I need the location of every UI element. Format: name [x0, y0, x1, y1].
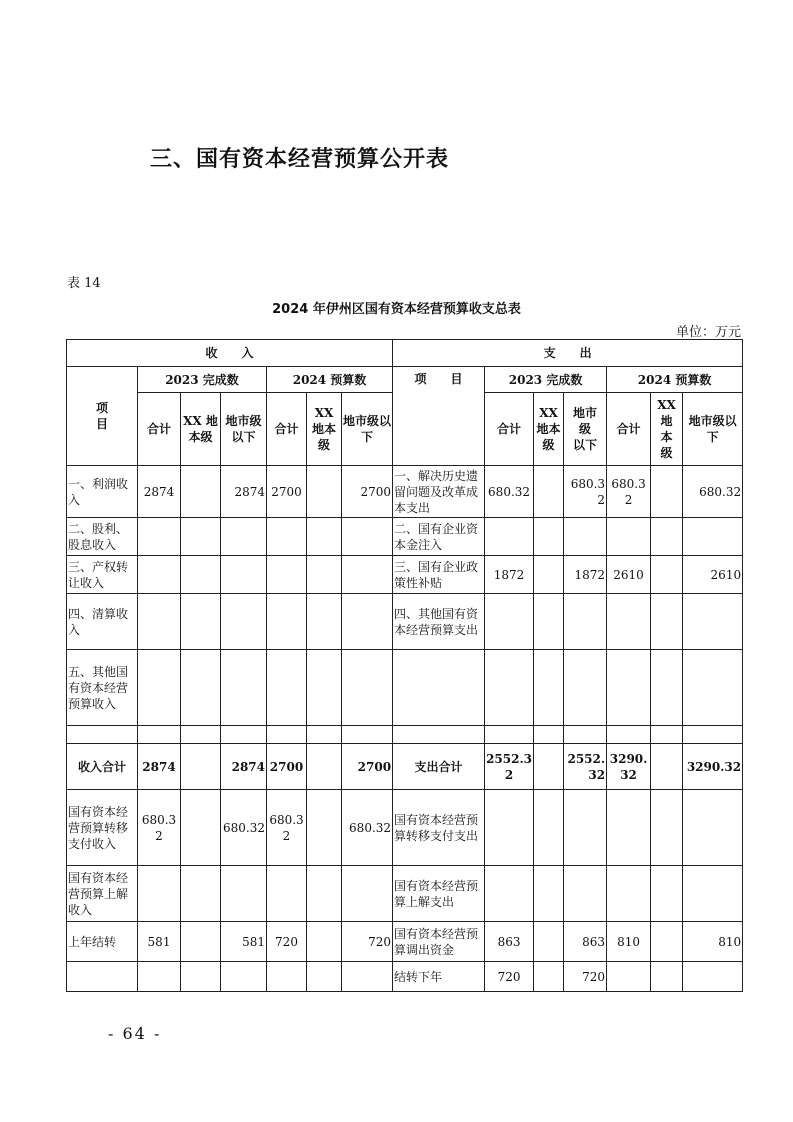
- income-item-cell: 五、其他国有资本经营预算收入: [67, 650, 138, 726]
- income-value-cell: 680.32: [267, 790, 307, 866]
- income-value-cell: [181, 962, 221, 992]
- income-value-cell: [267, 962, 307, 992]
- table-row: [67, 594, 743, 650]
- expense-value-cell: [534, 518, 564, 556]
- income-value-cell: [307, 594, 342, 650]
- income-value-cell: [181, 726, 221, 744]
- expense-value-cell: 1872: [485, 556, 534, 594]
- table-row: [67, 866, 743, 922]
- income-value-cell: [307, 922, 342, 962]
- income-item-cell: 三、产权转让收入: [67, 556, 138, 594]
- expense-item-cell: 三、国有企业政策性补贴: [393, 556, 485, 594]
- income-item-cell: [67, 962, 138, 992]
- table-row: [67, 962, 743, 992]
- income-value-cell: 720: [342, 922, 393, 962]
- expense-value-cell: [607, 594, 651, 650]
- income-value-cell: [138, 866, 181, 922]
- expense-value-cell: 680.32: [683, 466, 743, 518]
- income-value-cell: [221, 962, 267, 992]
- expense-item-cell: 国有资本经营预算上解支出: [393, 866, 485, 922]
- income-value-cell: 720: [267, 922, 307, 962]
- income-value-cell: [267, 650, 307, 726]
- income-value-cell: [181, 922, 221, 962]
- income-2024-header: 2024 预算数: [267, 367, 393, 393]
- income-value-cell: [181, 594, 221, 650]
- income-value-cell: [138, 518, 181, 556]
- income-value-cell: [267, 866, 307, 922]
- expense-item-cell: 一、解决历史遗留问题及改革成本支出: [393, 466, 485, 518]
- table-row: [67, 726, 743, 744]
- expense-value-cell: 2610: [683, 556, 743, 594]
- expense-value-cell: [564, 594, 607, 650]
- income-value-cell: [307, 744, 342, 790]
- expense-value-cell: [683, 790, 743, 866]
- income-2024-xx-header: XX 地本 级: [307, 393, 342, 466]
- income-value-cell: 581: [221, 922, 267, 962]
- unit-label: 单位：万元: [675, 325, 741, 340]
- expense-2023-city-header: 地市 级 以下: [564, 393, 607, 466]
- income-value-cell: 2874: [138, 744, 181, 790]
- expense-value-cell: 810: [607, 922, 651, 962]
- expense-value-cell: 720: [485, 962, 534, 992]
- income-value-cell: [267, 518, 307, 556]
- expense-value-cell: [485, 790, 534, 866]
- income-item-cell: 一、利润收入: [67, 466, 138, 518]
- income-value-cell: [342, 556, 393, 594]
- income-value-cell: [307, 962, 342, 992]
- income-item-cell: 国有资本经营预算转移支付收入: [67, 790, 138, 866]
- income-2023-header: 2023 完成数: [138, 367, 267, 393]
- expense-value-cell: [607, 650, 651, 726]
- income-value-cell: [138, 594, 181, 650]
- table-row: [67, 650, 743, 726]
- income-value-cell: [342, 518, 393, 556]
- expense-value-cell: [564, 790, 607, 866]
- income-value-cell: [342, 726, 393, 744]
- table-row: [67, 790, 743, 866]
- table-row: [67, 466, 743, 518]
- expense-2023-total-header: 合计: [485, 393, 534, 466]
- income-value-cell: [342, 962, 393, 992]
- income-2023-total-header: 合计: [138, 393, 181, 466]
- expense-value-cell: [683, 594, 743, 650]
- expense-value-cell: [683, 866, 743, 922]
- expense-value-cell: [534, 556, 564, 594]
- income-item-cell: 二、股利、股息收入: [67, 518, 138, 556]
- income-value-cell: 2700: [267, 744, 307, 790]
- expense-2024-header: 2024 预算数: [607, 367, 743, 393]
- income-item-cell: [67, 726, 138, 744]
- income-value-cell: 680.32: [138, 790, 181, 866]
- expense-value-cell: [651, 518, 683, 556]
- income-value-cell: [181, 650, 221, 726]
- expense-value-cell: 720: [564, 962, 607, 992]
- expense-value-cell: [651, 922, 683, 962]
- expense-value-cell: [564, 866, 607, 922]
- income-value-cell: 2700: [342, 466, 393, 518]
- expense-2024-xx-header: XX 地 本 级: [651, 393, 683, 466]
- table-row: [67, 922, 743, 962]
- income-2024-city-header: 地市级以下: [342, 393, 393, 466]
- totals-row: [67, 744, 743, 790]
- expense-value-cell: 680.32: [607, 466, 651, 518]
- income-value-cell: [307, 556, 342, 594]
- income-value-cell: 2700: [267, 466, 307, 518]
- income-item-cell: 国有资本经营预算上解收入: [67, 866, 138, 922]
- expense-item-cell: 支出合计: [393, 744, 485, 790]
- expense-2023-xx-header: XX 地本 级: [534, 393, 564, 466]
- expense-2024-total-header: 合计: [607, 393, 651, 466]
- income-value-cell: [181, 790, 221, 866]
- expense-value-cell: 863: [485, 922, 534, 962]
- expense-value-cell: [683, 726, 743, 744]
- expense-value-cell: [651, 744, 683, 790]
- income-value-cell: 2874: [221, 744, 267, 790]
- income-value-cell: [267, 556, 307, 594]
- income-item-cell: 四、清算收入: [67, 594, 138, 650]
- income-value-cell: [221, 594, 267, 650]
- income-value-cell: [181, 866, 221, 922]
- expense-value-cell: [683, 962, 743, 992]
- expense-value-cell: 3290.32: [607, 744, 651, 790]
- income-item-cell: 上年结转: [67, 922, 138, 962]
- expense-value-cell: [485, 518, 534, 556]
- income-value-cell: 2874: [138, 466, 181, 518]
- expense-value-cell: [564, 650, 607, 726]
- expense-value-cell: [534, 726, 564, 744]
- income-item-cell: 收入合计: [67, 744, 138, 790]
- income-value-cell: [221, 650, 267, 726]
- expense-value-cell: [485, 866, 534, 922]
- income-value-cell: [307, 650, 342, 726]
- income-value-cell: [342, 866, 393, 922]
- expense-2023-header: 2023 完成数: [485, 367, 607, 393]
- expense-value-cell: 810: [683, 922, 743, 962]
- income-value-cell: [342, 650, 393, 726]
- income-2023-xx-header: XX 地本级: [181, 393, 221, 466]
- expense-value-cell: 680.32: [564, 466, 607, 518]
- expense-value-cell: [683, 518, 743, 556]
- income-value-cell: [138, 556, 181, 594]
- expense-value-cell: [534, 790, 564, 866]
- expense-item-cell: 国有资本经营预算调出资金: [393, 922, 485, 962]
- expense-item-cell: [393, 650, 485, 726]
- income-value-cell: 2874: [221, 466, 267, 518]
- income-value-cell: [138, 962, 181, 992]
- table-number: 表 14: [67, 276, 101, 291]
- expense-item-cell: 四、其他国有资本经营预算支出: [393, 594, 485, 650]
- income-value-cell: [342, 594, 393, 650]
- income-item-header: 项 目: [67, 367, 138, 466]
- table-row: [67, 518, 743, 556]
- table-row: [67, 556, 743, 594]
- expense-2024-city-header: 地市级以下: [683, 393, 743, 466]
- expense-value-cell: [534, 594, 564, 650]
- income-value-cell: [181, 744, 221, 790]
- expense-value-cell: [651, 962, 683, 992]
- table-title: 2024 年伊州区国有资本经营预算收支总表: [272, 302, 521, 317]
- expense-value-cell: [607, 790, 651, 866]
- expense-value-cell: [534, 744, 564, 790]
- expense-item-cell: [393, 726, 485, 744]
- expense-item-header: 项 目: [393, 367, 485, 466]
- expense-value-cell: [485, 650, 534, 726]
- income-value-cell: 581: [138, 922, 181, 962]
- income-value-cell: [307, 518, 342, 556]
- income-header: 收 入: [67, 340, 393, 367]
- expense-value-cell: [534, 650, 564, 726]
- expense-value-cell: [651, 866, 683, 922]
- expense-value-cell: 2552.32: [485, 744, 534, 790]
- income-value-cell: [307, 466, 342, 518]
- income-value-cell: [221, 726, 267, 744]
- expense-value-cell: [683, 650, 743, 726]
- income-value-cell: 680.32: [342, 790, 393, 866]
- expense-value-cell: [485, 726, 534, 744]
- income-value-cell: [221, 556, 267, 594]
- expense-value-cell: [651, 790, 683, 866]
- income-value-cell: [181, 518, 221, 556]
- expense-value-cell: 3290.32: [683, 744, 743, 790]
- page-heading: 三、国有资本经营预算公开表: [150, 147, 450, 172]
- expense-value-cell: [534, 962, 564, 992]
- income-value-cell: [267, 726, 307, 744]
- expense-item-cell: 二、国有企业资本金注入: [393, 518, 485, 556]
- expense-value-cell: [534, 922, 564, 962]
- expense-value-cell: [534, 866, 564, 922]
- expense-value-cell: [564, 518, 607, 556]
- expense-value-cell: [564, 726, 607, 744]
- header-row-1: [67, 340, 743, 367]
- expense-header: 支 出: [393, 340, 743, 367]
- header-row-2: [67, 367, 743, 393]
- income-2023-city-header: 地市级以下: [221, 393, 267, 466]
- income-value-cell: [138, 650, 181, 726]
- expense-value-cell: 1872: [564, 556, 607, 594]
- expense-value-cell: [534, 466, 564, 518]
- income-value-cell: [307, 726, 342, 744]
- expense-value-cell: 2552.32: [564, 744, 607, 790]
- income-value-cell: 680.32: [221, 790, 267, 866]
- budget-table: [66, 339, 743, 992]
- income-value-cell: [181, 556, 221, 594]
- expense-value-cell: [651, 726, 683, 744]
- income-value-cell: [307, 790, 342, 866]
- expense-value-cell: [651, 556, 683, 594]
- expense-value-cell: [607, 962, 651, 992]
- expense-value-cell: [651, 650, 683, 726]
- income-value-cell: [221, 866, 267, 922]
- income-value-cell: [181, 466, 221, 518]
- income-value-cell: [307, 866, 342, 922]
- expense-value-cell: 680.32: [485, 466, 534, 518]
- income-2024-total-header: 合计: [267, 393, 307, 466]
- expense-item-cell: 结转下年: [393, 962, 485, 992]
- expense-value-cell: [651, 594, 683, 650]
- income-value-cell: [138, 726, 181, 744]
- expense-value-cell: [485, 594, 534, 650]
- expense-value-cell: 863: [564, 922, 607, 962]
- income-value-cell: 2700: [342, 744, 393, 790]
- expense-item-cell: 国有资本经营预算转移支付支出: [393, 790, 485, 866]
- expense-value-cell: [607, 518, 651, 556]
- expense-value-cell: [607, 866, 651, 922]
- expense-value-cell: [607, 726, 651, 744]
- expense-value-cell: 2610: [607, 556, 651, 594]
- expense-value-cell: [651, 466, 683, 518]
- page-number: - 64 -: [108, 1024, 162, 1043]
- income-value-cell: [267, 594, 307, 650]
- income-value-cell: [221, 518, 267, 556]
